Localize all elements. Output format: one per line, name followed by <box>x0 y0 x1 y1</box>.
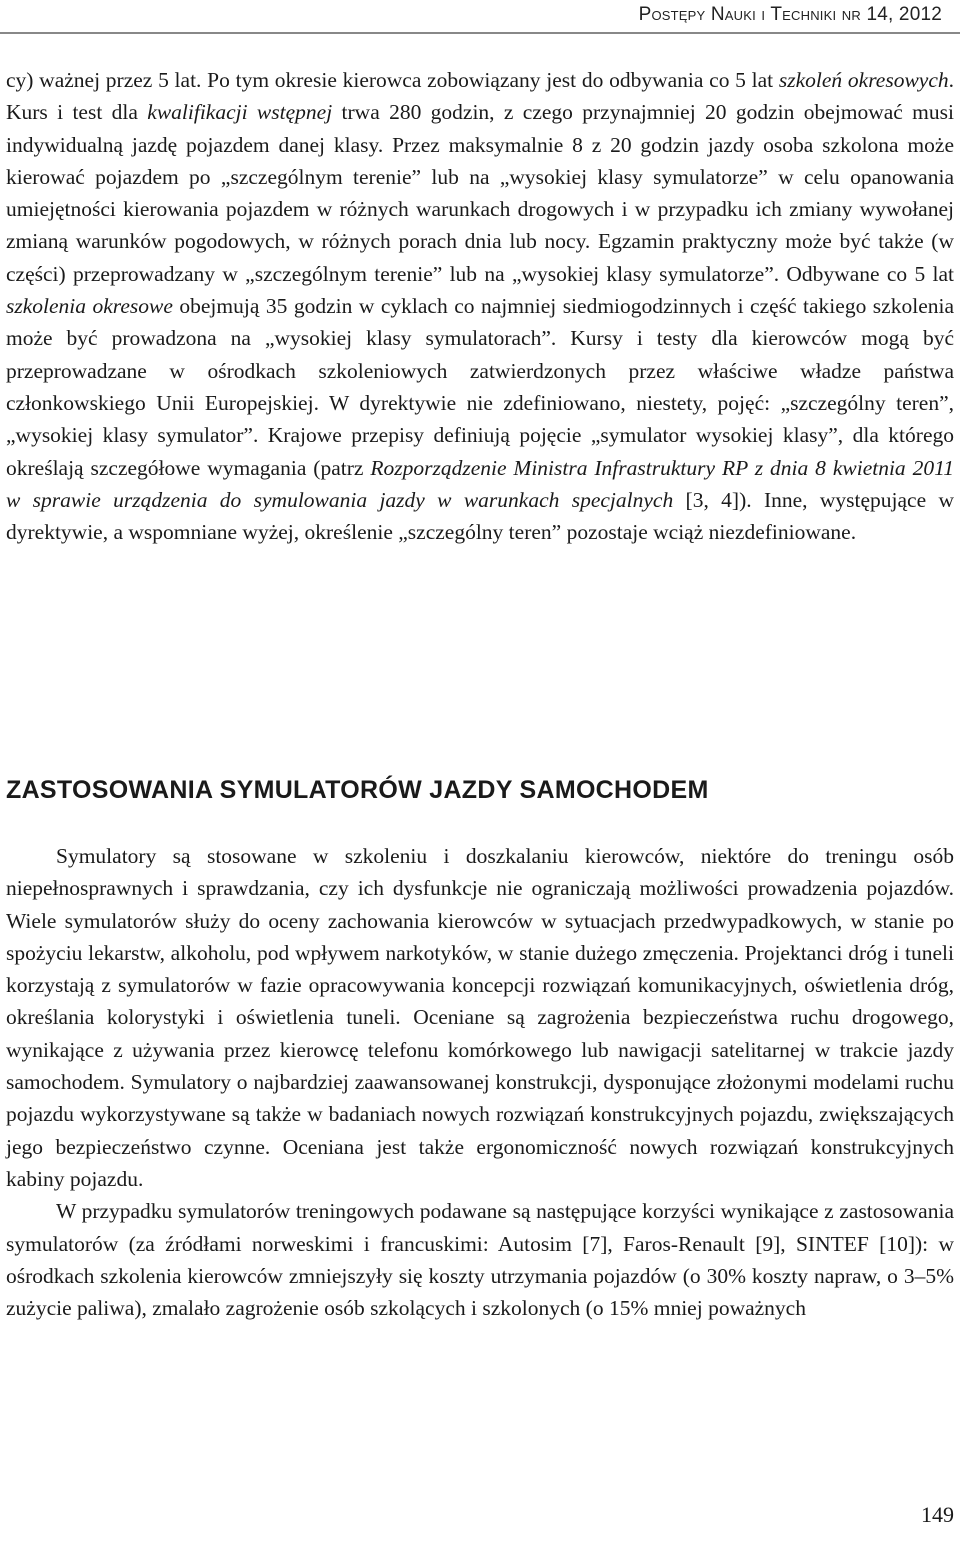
emphasis-text: kwalifikacji wstępnej <box>147 100 333 125</box>
paragraph: W przypadku symulatorów treningowych podawane są następujące korzyści wynikające z zastosowania symulatorów (za źródłami norweskimi i francuskimi: Autosim [7], Faros-Renault [9], SINTEF [10]): w ośrodkach szkolenia kierowców zmniejszyły się koszty utrzymania pojazdów (o 30% koszty napraw, o 3–5% zużycie paliwa), zmalało zagrożenie osób szkolących i szkolonych (o 15% mniej poważnych <box>6 1199 954 1321</box>
emphasis-text: szkolenia okresowe <box>6 294 173 319</box>
section-heading: ZASTOSOWANIA SYMULATORÓW JAZDY SAMOCHODEM <box>6 776 709 804</box>
text-span: . Kurs i test dla <box>6 68 954 125</box>
text-span: trwa 280 godzin, z czego przynajmniej 20 godzin obejmować musi indywidualną jazdę pojazdem danej klasy. Przez maksymalnie 8 z 20 godzin jazdy osoba szkolona może kierować pojazdem po „szczególnym terenie” lub na „wysokiej klasy symulatorze” w celu opanowania umiejętności kierowania pojazdem w różnych warunkach drogowych i w przypadku ich zmiany wywołanej zmianą warunków pogodowych, w różnych porach dnia lub nocy. Egzamin praktyczny może być także (w części) przeprowadzany w „szczególnym terenie” lub na „wysokiej klasy symulatorze”. Odbywane co 5 lat <box>6 100 954 286</box>
paragraph <box>6 64 954 548</box>
text-span: [3, 4]). Inne, występujące w dyrektywie, a wspomniane wyżej, określenie „szczególny teren” pozostaje wciąż niezdefiniowane. <box>6 487 954 545</box>
section-body <box>6 840 954 1324</box>
text-span: obejmują 35 godzin w cyklach co najmniej siedmiogodzinnych i część takiego szkolenia może być prowadzona na „wysokiej klasy symulatorach”. Kursy i testy dla kierowców mogą być przeprowadzane w ośrodkach szkoleniowych zatwierdzonych przez właściwe władze państwa członkowskiego Unii Europejskiej. W dyrektywie nie zdefiniowano, niestety, pojęć: „szczególny teren”, „wysokiej klasy symulator”. Krajowe przepisy definiują pojęcie „symulator wysokiej klasy”, dla którego określają szczegółowe wymagania (patrz <box>6 294 954 480</box>
paragraph: Symulatory są stosowane w szkoleniu i doszkalaniu kierowców, niektóre do treningu osób niepełnosprawnych i sprawdzania, czy ich dysfunkcje nie ograniczają możliwości prowadzenia pojazdów. Wiele symulatorów służy do oceny zachowania kierowców w sytuacjach przedwypadkowych, w stanie po spożyciu lekarstw, alkoholu, pod wpływem narkotyków, w stanie dużego zmęczenia. Projektanci dróg i tuneli korzystają z symulatorów w fazie opracowywania koncepcji rozwiązań komunikacyjnych, oświetlenia dróg, określania kolorystyki i oświetlenia tuneli. Oceniane są zagrożenia bezpieczeństwa ruchu drogowego, wynikające z używania przez kierowcę telefonu komórkowego lub nawigacji satelitarnej w trakcie jazdy samochodem. Symulatory o najbardziej zaawansowanej konstrukcji, dysponujące złożonymi modelami ruchu pojazdu wykorzystywane są także w badaniach nowych rozwiązań konstrukcyjnych pojazdu, zwiększających jego bezpieczeństwo czynne. Oceniana jest także ergonomiczność nowych rozwiązań konstrukcyjnych kabiny pojazdu. <box>6 844 954 1191</box>
emphasis-text: Rozporządzenie Ministra Infrastruktury RP z dnia 8 kwietnia 2011 w sprawie urządzenia do symulowania jazdy w warunkach specjalnych <box>6 455 955 512</box>
text-span: cy) ważnej przez 5 lat. Po tym okresie kierowca zobowiązany jest do odbywania co 5 lat <box>6 68 779 92</box>
continued-text-block <box>6 64 954 548</box>
header-rule <box>0 32 960 34</box>
page-number: 149 <box>921 1502 954 1527</box>
running-header: Postępy Nauki i Techniki nr 14, 2012 <box>638 4 942 25</box>
emphasis-text: szkoleń okresowych <box>778 68 949 92</box>
